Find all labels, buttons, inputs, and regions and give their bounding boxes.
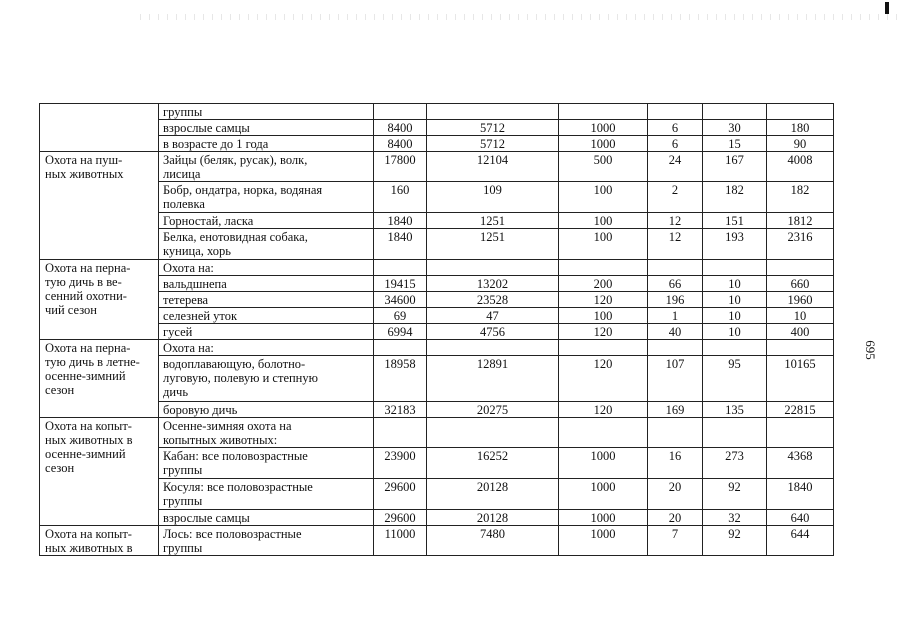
value-cell (374, 340, 427, 356)
value-cell (703, 104, 767, 120)
value-cell: 1960 (767, 292, 834, 308)
table-body (40, 104, 834, 556)
value-cell (767, 418, 834, 448)
value-cell: 4008 (767, 152, 834, 182)
table-row (40, 324, 834, 340)
value-cell: 16252 (427, 448, 559, 479)
value-cell: 10 (767, 308, 834, 324)
value-cell: 20128 (427, 510, 559, 526)
species-cell: вальдшнепа (159, 276, 374, 292)
value-cell: 20 (648, 479, 703, 510)
table-row (40, 479, 834, 510)
value-cell: 1000 (559, 448, 648, 479)
value-cell (767, 260, 834, 276)
table-row (40, 526, 834, 556)
value-cell: 29600 (374, 479, 427, 510)
value-cell: 5712 (427, 136, 559, 152)
value-cell: 23528 (427, 292, 559, 308)
table-row (40, 308, 834, 324)
value-cell: 1000 (559, 120, 648, 136)
value-cell: 135 (703, 402, 767, 418)
page-number: 695 (863, 340, 878, 360)
value-cell: 200 (559, 276, 648, 292)
value-cell: 19415 (374, 276, 427, 292)
value-cell: 500 (559, 152, 648, 182)
value-cell: 644 (767, 526, 834, 556)
value-cell: 273 (703, 448, 767, 479)
value-cell: 10 (703, 276, 767, 292)
table-row (40, 136, 834, 152)
value-cell: 12 (648, 213, 703, 229)
value-cell: 95 (703, 356, 767, 402)
value-cell (559, 340, 648, 356)
value-cell: 10 (703, 292, 767, 308)
value-cell: 660 (767, 276, 834, 292)
value-cell (559, 418, 648, 448)
species-cell: Охота на: (159, 340, 374, 356)
value-cell: 1000 (559, 510, 648, 526)
table-row (40, 260, 834, 276)
value-cell: 109 (427, 182, 559, 213)
value-cell: 167 (703, 152, 767, 182)
species-cell: Охота на: (159, 260, 374, 276)
table-row (40, 418, 834, 448)
value-cell: 1251 (427, 229, 559, 260)
value-cell: 8400 (374, 120, 427, 136)
table-row (40, 340, 834, 356)
value-cell: 15 (703, 136, 767, 152)
table-row (40, 510, 834, 526)
species-cell: Горностай, ласка (159, 213, 374, 229)
table-row (40, 213, 834, 229)
species-cell: группы (159, 104, 374, 120)
species-cell: боровую дичь (159, 402, 374, 418)
value-cell: 2316 (767, 229, 834, 260)
value-cell: 10 (703, 308, 767, 324)
value-cell (374, 104, 427, 120)
value-cell: 12891 (427, 356, 559, 402)
value-cell: 23900 (374, 448, 427, 479)
value-cell (648, 418, 703, 448)
value-cell: 32183 (374, 402, 427, 418)
value-cell: 5712 (427, 120, 559, 136)
value-cell: 182 (703, 182, 767, 213)
value-cell: 160 (374, 182, 427, 213)
value-cell (767, 104, 834, 120)
value-cell: 4756 (427, 324, 559, 340)
value-cell: 196 (648, 292, 703, 308)
table-row (40, 356, 834, 402)
value-cell: 66 (648, 276, 703, 292)
value-cell (648, 104, 703, 120)
scan-corner-mark (885, 2, 889, 14)
table-row (40, 182, 834, 213)
value-cell: 34600 (374, 292, 427, 308)
species-cell: Косуля: все половозрастные группы (159, 479, 374, 510)
species-cell: Кабан: все половозрастные группы (159, 448, 374, 479)
activity-cell: Охота на пуш- ных животных (40, 152, 159, 260)
value-cell: 29600 (374, 510, 427, 526)
value-cell: 100 (559, 213, 648, 229)
value-cell: 69 (374, 308, 427, 324)
species-cell: тетерева (159, 292, 374, 308)
value-cell: 1840 (374, 213, 427, 229)
value-cell: 120 (559, 356, 648, 402)
value-cell: 12104 (427, 152, 559, 182)
value-cell: 182 (767, 182, 834, 213)
value-cell: 12 (648, 229, 703, 260)
value-cell: 13202 (427, 276, 559, 292)
value-cell: 20275 (427, 402, 559, 418)
scan-artifact-line (140, 14, 900, 20)
value-cell: 120 (559, 324, 648, 340)
value-cell: 2 (648, 182, 703, 213)
value-cell: 7 (648, 526, 703, 556)
value-cell: 92 (703, 479, 767, 510)
value-cell: 100 (559, 182, 648, 213)
activity-cell: Охота на копыт- ных животных в (40, 526, 159, 556)
value-cell: 10165 (767, 356, 834, 402)
value-cell: 11000 (374, 526, 427, 556)
value-cell (703, 260, 767, 276)
value-cell: 1 (648, 308, 703, 324)
value-cell (427, 418, 559, 448)
table-row (40, 276, 834, 292)
value-cell (559, 260, 648, 276)
value-cell: 1840 (374, 229, 427, 260)
value-cell: 17800 (374, 152, 427, 182)
hunting-quota-table (39, 103, 834, 556)
value-cell: 1000 (559, 526, 648, 556)
species-cell: Осенне-зимняя охота на копытных животных: (159, 418, 374, 448)
activity-cell (40, 104, 159, 152)
value-cell: 4368 (767, 448, 834, 479)
table-row (40, 104, 834, 120)
value-cell: 1812 (767, 213, 834, 229)
species-cell: селезней уток (159, 308, 374, 324)
value-cell: 107 (648, 356, 703, 402)
value-cell (703, 418, 767, 448)
value-cell: 10 (703, 324, 767, 340)
table-row (40, 402, 834, 418)
value-cell: 22815 (767, 402, 834, 418)
table-row (40, 448, 834, 479)
value-cell: 90 (767, 136, 834, 152)
value-cell: 120 (559, 292, 648, 308)
value-cell (374, 260, 427, 276)
value-cell (703, 340, 767, 356)
activity-cell: Охота на перна- тую дичь в ве- сенний охотни- чий сезон (40, 260, 159, 340)
value-cell: 47 (427, 308, 559, 324)
species-cell: Бобр, ондатра, норка, водяная полевка (159, 182, 374, 213)
species-cell: Лось: все половозрастные группы (159, 526, 374, 556)
value-cell (374, 418, 427, 448)
value-cell (427, 340, 559, 356)
species-cell: взрослые самцы (159, 510, 374, 526)
value-cell: 20 (648, 510, 703, 526)
value-cell: 193 (703, 229, 767, 260)
value-cell: 20128 (427, 479, 559, 510)
species-cell: в возрасте до 1 года (159, 136, 374, 152)
value-cell: 6994 (374, 324, 427, 340)
value-cell: 16 (648, 448, 703, 479)
value-cell (559, 104, 648, 120)
value-cell: 92 (703, 526, 767, 556)
species-cell: Зайцы (беляк, русак), волк, лисица (159, 152, 374, 182)
value-cell: 24 (648, 152, 703, 182)
value-cell: 100 (559, 308, 648, 324)
value-cell: 169 (648, 402, 703, 418)
value-cell: 6 (648, 136, 703, 152)
species-cell: гусей (159, 324, 374, 340)
value-cell: 400 (767, 324, 834, 340)
value-cell: 1000 (559, 136, 648, 152)
value-cell: 1840 (767, 479, 834, 510)
table-row (40, 120, 834, 136)
value-cell: 1000 (559, 479, 648, 510)
value-cell: 100 (559, 229, 648, 260)
activity-cell: Охота на перна- тую дичь в летне- осенне-зимний сезон (40, 340, 159, 418)
value-cell: 7480 (427, 526, 559, 556)
value-cell (767, 340, 834, 356)
value-cell: 32 (703, 510, 767, 526)
value-cell (648, 260, 703, 276)
value-cell: 6 (648, 120, 703, 136)
activity-cell: Охота на копыт- ных животных в осенне-зимний сезон (40, 418, 159, 526)
species-cell: Белка, енотовидная собака, куница, хорь (159, 229, 374, 260)
value-cell: 151 (703, 213, 767, 229)
table-row (40, 152, 834, 182)
value-cell: 8400 (374, 136, 427, 152)
value-cell: 40 (648, 324, 703, 340)
species-cell: взрослые самцы (159, 120, 374, 136)
value-cell: 180 (767, 120, 834, 136)
value-cell (427, 260, 559, 276)
species-cell: водоплавающую, болотно- луговую, полевую и степную дичь (159, 356, 374, 402)
value-cell: 120 (559, 402, 648, 418)
value-cell (648, 340, 703, 356)
value-cell: 30 (703, 120, 767, 136)
table-row (40, 229, 834, 260)
value-cell (427, 104, 559, 120)
value-cell: 18958 (374, 356, 427, 402)
value-cell: 640 (767, 510, 834, 526)
value-cell: 1251 (427, 213, 559, 229)
table-row (40, 292, 834, 308)
